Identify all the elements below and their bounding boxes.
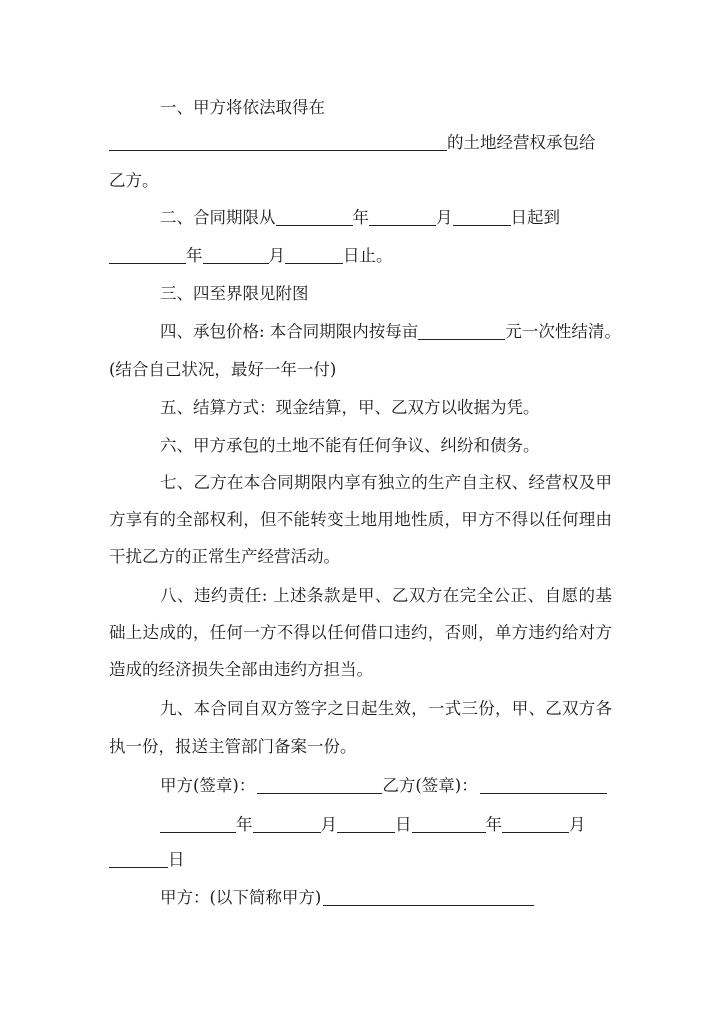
blank	[109, 849, 168, 868]
blank	[412, 814, 486, 833]
clause-8-line-3	[109, 658, 373, 682]
blank-start-month	[369, 207, 436, 226]
blank	[253, 814, 321, 833]
text: 月	[268, 246, 285, 265]
text: 五、结算方式：现金结算，甲、乙双方以收据为凭。	[160, 398, 540, 417]
text: 的土地经营权承包给	[447, 133, 596, 152]
clause-8-line-1: 八、违约责任: 上述条款是甲、乙双方在完全公正、自愿的基	[160, 586, 612, 605]
text: 三、四至界限见附图	[160, 284, 309, 303]
clause-8-line-2: 础上达成的，任何一方不得以任何借口违约，否则，单方违约给对方	[109, 623, 612, 642]
text: 四、承包价格: 本合同期限内按每亩	[160, 322, 419, 341]
text: 月	[320, 815, 337, 834]
party-a-signature-blank	[257, 775, 382, 794]
signature-date-line-2	[109, 848, 185, 872]
text: 年	[236, 815, 253, 834]
party-a-name-blank	[323, 887, 534, 906]
text: 六、甲方承包的土地不能有任何争议、纠纷和债务。	[160, 436, 540, 455]
clause-7-line-2: 方享有的全部权利，但不能转变土地用地性质，甲方不得以任何理由	[109, 510, 612, 529]
party-a-signature-label: 甲方(签章)：	[160, 776, 256, 795]
text: 一、甲方将依法取得在	[160, 98, 325, 117]
clause-6	[160, 434, 540, 458]
clause-5	[160, 396, 540, 420]
blank-end-day	[285, 245, 343, 264]
blank-end-year	[109, 245, 186, 264]
clause-2-line-1	[160, 206, 560, 230]
text: 年	[352, 208, 369, 227]
clause-1-line-1	[160, 96, 325, 120]
clause-9-line-1: 九、本合同自双方签字之日起生效，一式三份，甲、乙双方各	[160, 699, 612, 718]
party-b-signature-blank	[480, 775, 607, 794]
text: 日	[168, 850, 185, 869]
clause-4-line-1	[160, 320, 621, 344]
clause-3	[160, 282, 309, 306]
text: 年	[485, 815, 502, 834]
blank-start-day	[453, 207, 511, 226]
clause-9-line-2	[109, 735, 357, 759]
text: 日止。	[343, 246, 393, 265]
clause-7-line-1: 七、乙方在本合同期限内享有独立的生产自主权、经营权及甲	[160, 473, 612, 492]
text: (结合自己状况，最好一年一付)	[109, 360, 337, 379]
party-a-label: 甲方：(以下简称甲方)	[160, 888, 322, 907]
party-b-signature-label: 乙方(签章)：	[382, 776, 478, 795]
text: 乙方。	[109, 171, 159, 190]
signature-line	[160, 774, 607, 798]
text: 二、合同期限从	[160, 208, 276, 227]
clause-7-line-3	[109, 545, 340, 569]
blank-start-year	[276, 207, 353, 226]
text: 日	[395, 815, 412, 834]
blank	[337, 814, 395, 833]
blank	[502, 814, 569, 833]
blank-price	[418, 321, 505, 340]
clause-2-line-2	[109, 244, 393, 268]
signature-date-line	[160, 813, 586, 837]
blank	[160, 814, 236, 833]
clause-1-line-2	[109, 131, 596, 155]
text: 执一份，报送主管部门备案一份。	[109, 737, 357, 756]
clause-1-line-3	[109, 169, 159, 193]
blank-land-location	[109, 132, 447, 151]
blank-end-month	[203, 245, 269, 264]
text: 干扰乙方的正常生产经营活动。	[109, 547, 340, 566]
text: 日起到	[510, 208, 560, 227]
text: 月	[569, 815, 586, 834]
text: 元一次性结清。	[505, 322, 621, 341]
text: 造成的经济损失全部由违约方担当。	[109, 660, 373, 679]
text: 月	[436, 208, 453, 227]
party-a-line	[160, 886, 534, 910]
clause-4-note	[109, 358, 336, 382]
text: 年	[186, 246, 203, 265]
